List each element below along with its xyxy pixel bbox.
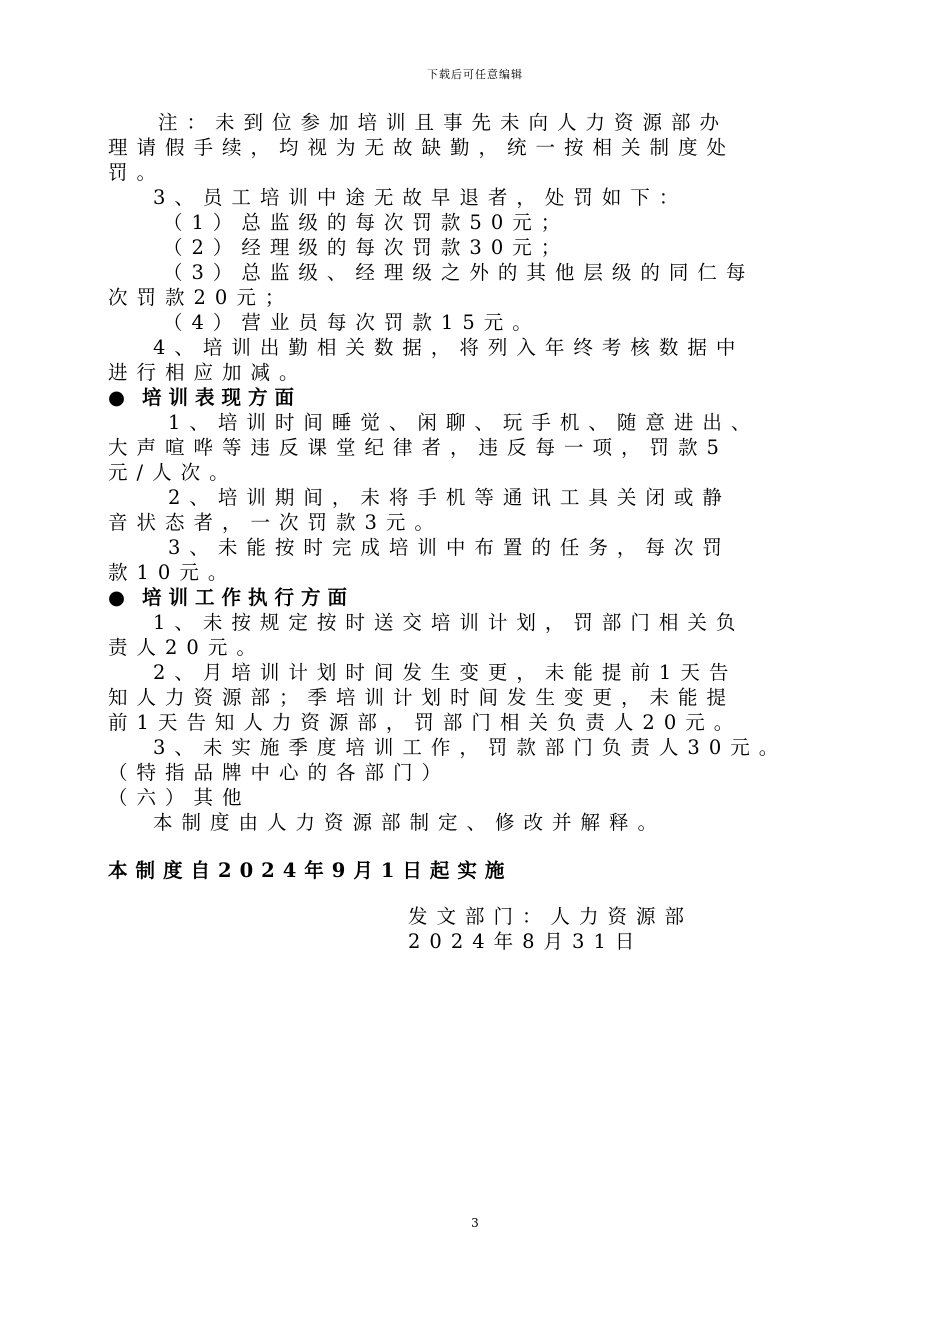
paragraph-line: 3、未能按时完成培训中布置的任务，每次罚 [168, 536, 731, 559]
bullet-icon: ● [108, 586, 126, 609]
issue-date: 2024年8月31日 [408, 930, 644, 953]
paragraph-line: 2、月培训计划时间发生变更，未能提前1天告 [153, 661, 738, 684]
paragraph-line: 责人20元。 [108, 636, 265, 659]
paragraph-line: 理请假手续，均视为无故缺勤，统一按相关制度处 [108, 136, 736, 159]
effective-date: 本制度自2024年9月1日起实施 [108, 859, 513, 882]
paragraph-line: 音状态者，一次罚款3元。 [108, 511, 443, 534]
section-heading-text: 培训工作执行方面 [142, 586, 355, 609]
paragraph-line: 4、培训出勤相关数据，将列入年终考核数据中 [153, 336, 745, 359]
paragraph-line: 3、员工培训中途无故早退者，处罚如下： [153, 186, 688, 209]
paragraph-line: 前1天告知人力资源部，罚部门相关负责人20元。 [108, 711, 743, 734]
paragraph-line: （4）营业员每次罚款15元。 [163, 311, 541, 334]
header-note: 下载后可任意编辑 [427, 68, 523, 81]
issuing-department: 发文部门：人力资源部 [408, 905, 694, 928]
paragraph-line: （2）经理级的每次罚款30元； [163, 236, 570, 259]
paragraph-line: （特指品牌中心的各部门） [108, 761, 451, 784]
paragraph-line: 本制度由人力资源部制定、修改并解释。 [153, 811, 667, 834]
spacer [108, 835, 843, 858]
document-body [108, 110, 843, 954]
page-number: 3 [471, 1216, 479, 1230]
paragraph-line: 款10元。 [108, 561, 237, 584]
paragraph-line: 元/人次。 [108, 461, 238, 484]
paragraph-line: （1）总监级的每次罚款50元； [163, 211, 570, 234]
paragraph-line: （六）其他 [108, 786, 251, 809]
section-heading-text: 培训表现方面 [142, 386, 302, 409]
paragraph-line: （3）总监级、经理级之外的其他层级的同仁每 [163, 261, 755, 284]
paragraph-line: 大声喧哗等违反课堂纪律者，违反每一项，罚款5 [108, 436, 728, 459]
paragraph-line: 注：未到位参加培训且事先未向人力资源部办 [158, 111, 729, 134]
bullet-icon: ● [108, 386, 126, 409]
section-heading-execution [108, 585, 843, 610]
paragraph-line: 知人力资源部；季培训计划时间发生变更，未能提 [108, 686, 736, 709]
paragraph-line: 罚。 [108, 161, 166, 184]
spacer [108, 883, 843, 904]
paragraph-line: 2、培训期间，未将手机等通讯工具关闭或静 [168, 486, 731, 509]
paragraph-line: 3、未实施季度培训工作，罚款部门负责人30元。 [153, 736, 788, 759]
paragraph-line: 次罚款20元； [108, 286, 294, 309]
paragraph-line: 1、未按规定按时送交培训计划，罚部门相关负 [153, 611, 745, 634]
paragraph-line: 进行相应加减。 [108, 361, 308, 384]
section-heading-performance [108, 385, 843, 410]
paragraph-line: 1、培训时间睡觉、闲聊、玩手机、随意进出、 [168, 411, 760, 434]
